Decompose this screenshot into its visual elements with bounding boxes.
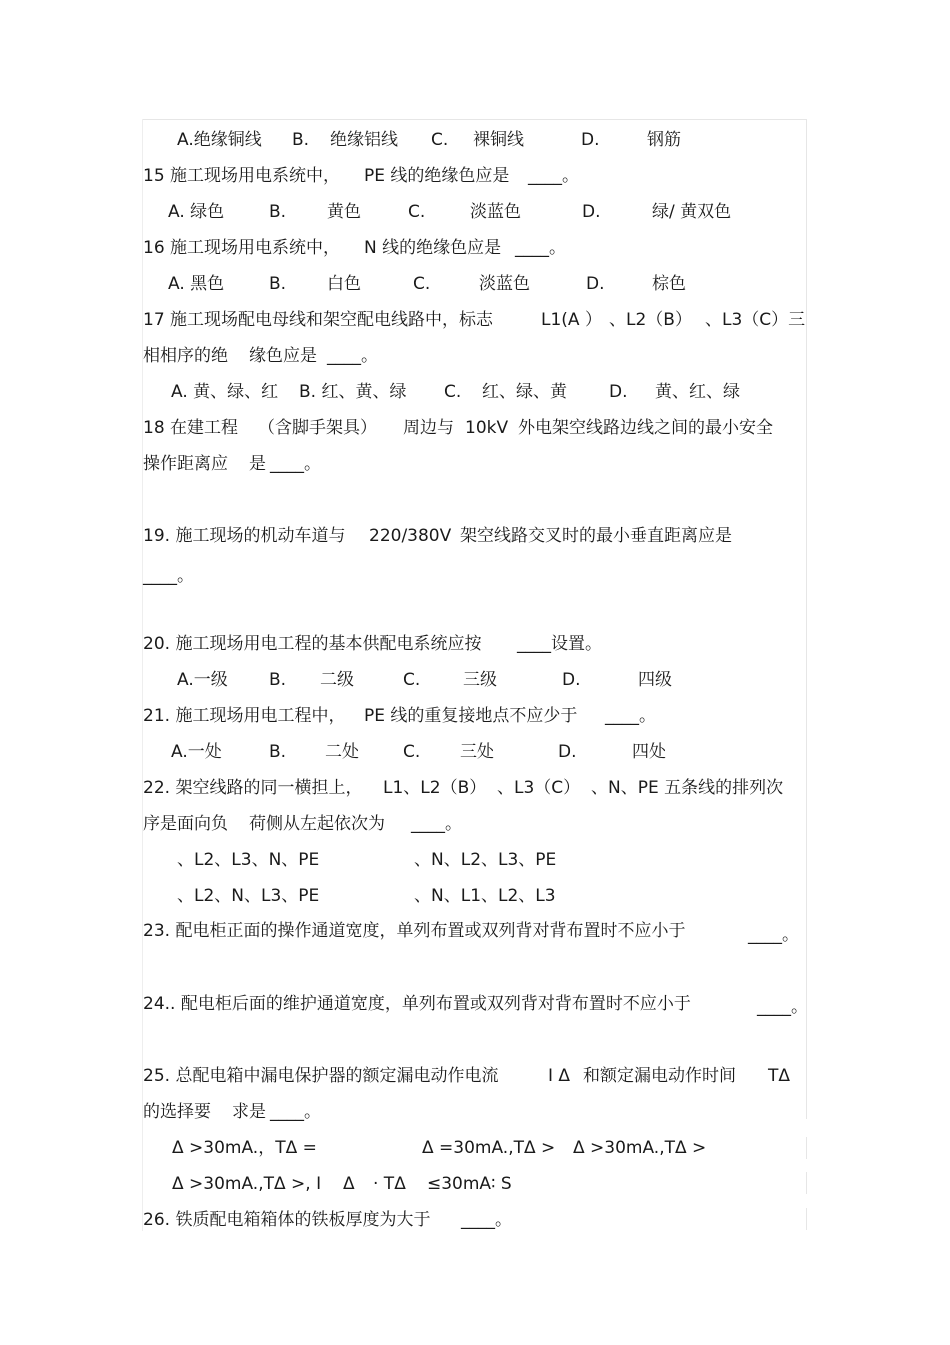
option-c: 三级 [463, 670, 497, 690]
option-c-label: C. [408, 202, 426, 222]
question-stem: 、L3（C）三 [705, 310, 806, 330]
question-stem: 操作距离应 [143, 454, 228, 474]
option-b-label: B. [269, 742, 287, 762]
option-d: · TΔ [373, 1174, 406, 1194]
option-c-label: C. [403, 670, 421, 690]
answer-blank: ____设置。 [517, 634, 602, 654]
question-stem: 和额定漏电动作时间 [583, 1066, 736, 1086]
option-d: 四级 [638, 670, 672, 690]
option-d: ≤30mA∶ S [427, 1174, 512, 1194]
question-stem: 26. 铁质配电箱箱体的铁板厚度为大于 [143, 1210, 431, 1230]
answer-blank: ____。 [605, 706, 656, 726]
question-stem: 10kV [465, 418, 509, 438]
question-stem: 25. 总配电箱中漏电保护器的额定漏电动作电流 [143, 1066, 499, 1086]
option-d-label: D. [582, 202, 601, 222]
option-b: 黄色 [327, 202, 361, 222]
option-d-label: D. [586, 274, 605, 294]
option-c: 淡蓝色 [470, 202, 521, 222]
question-stem: 外电架空线路边线之间的最小安全 [518, 418, 773, 438]
page-frame-right-segment [806, 1137, 807, 1159]
answer-blank: ____。 [143, 566, 194, 586]
option-b-label: B. [269, 670, 287, 690]
option-d: Δ >30mA.,TΔ >, I [172, 1174, 322, 1194]
option-d: Δ [343, 1174, 355, 1194]
option-c-label: C. [403, 742, 421, 762]
question-stem: 16 施工现场用电系统中， [143, 238, 341, 258]
option-b: 、N、L2、L3、PE [414, 850, 557, 870]
option-b: 二处 [325, 742, 359, 762]
question-stem: PE 线的重复接地点不应少于 [364, 706, 578, 726]
question-stem: 的选择要 [143, 1102, 211, 1122]
answer-blank: ____。 [748, 925, 799, 945]
option-d: 绿/ 黄双色 [652, 202, 732, 222]
option-d-label: D. [558, 742, 577, 762]
question-stem: 22. 架空线路的同一横担上， [143, 778, 363, 798]
answer-blank: ____。 [270, 1102, 321, 1122]
option-b: B. 红、黄、绿 [299, 382, 407, 402]
question-stem: 、L2（B） [609, 310, 692, 330]
question-stem: 序是面向负 [143, 814, 228, 834]
question-stem: 17 施工现场配电母线和架空配电线路中，标志 [143, 310, 494, 330]
question-stem: 20. 施工现场用电工程的基本供配电系统应按 [143, 634, 482, 654]
option-a: A.绝缘铜线 [177, 130, 262, 150]
question-stem: 架空线路交叉时的最小垂直距离应是 [460, 526, 732, 546]
answer-blank: ____。 [327, 346, 378, 366]
question-stem: 荷侧从左起依次为 [249, 814, 385, 834]
option-a: A.一处 [171, 742, 222, 762]
answer-blank: ____。 [270, 454, 321, 474]
question-stem: L1、L2（B） [383, 778, 487, 798]
option-a: A. 绿色 [168, 202, 225, 222]
option-c: 淡蓝色 [479, 274, 530, 294]
option-c-label: C. [431, 130, 449, 150]
question-stem: 周边与 [403, 418, 454, 438]
question-stem: N 线的绝缘色应是 [364, 238, 502, 258]
option-d-label: D. [581, 130, 600, 150]
answer-blank: ____。 [528, 166, 579, 186]
option-c: 红、绿、黄 [482, 382, 567, 402]
question-stem: （含脚手架具） [258, 418, 377, 438]
option-d: 黄、红、绿 [655, 382, 740, 402]
question-stem: TΔ [768, 1066, 791, 1086]
option-d: 棕色 [652, 274, 686, 294]
option-d: 、N、L1、L2、L3 [414, 886, 556, 906]
question-stem: 19. 施工现场的机动车道与 [143, 526, 346, 546]
option-b: 二级 [320, 670, 354, 690]
option-a: A. 黑色 [168, 274, 225, 294]
answer-blank: ____。 [515, 238, 566, 258]
question-stem: 24.. 配电柜后面的维护通道宽度，单列布置或双列背对背布置时不应小于 [143, 994, 691, 1014]
option-d-label: D. [562, 670, 581, 690]
question-stem: 缘色应是 [249, 346, 317, 366]
question-stem: L1(A ） [541, 310, 602, 330]
option-b: Δ =30mA.,TΔ > [422, 1138, 556, 1158]
option-b-label: B. [269, 202, 287, 222]
option-c: 、L2、N、L3、PE [177, 886, 320, 906]
option-c: 三处 [460, 742, 494, 762]
answer-blank: ____。 [411, 814, 462, 834]
option-d: 四处 [632, 742, 666, 762]
option-d-label: D. [609, 382, 628, 402]
option-b-label: B. [292, 130, 310, 150]
option-c-label: C. [413, 274, 431, 294]
option-c: 裸铜线 [473, 130, 524, 150]
question-stem: I Δ [548, 1066, 571, 1086]
question-stem: 、L3（C） [497, 778, 581, 798]
question-stem: 相相序的绝 [143, 346, 228, 366]
page-frame-right-segment [806, 1172, 807, 1194]
question-stem: 23. 配电柜正面的操作通道宽度，单列布置或双列背对背布置时不应小于 [143, 921, 686, 941]
page-frame-right-segment [806, 1208, 807, 1230]
page-frame-top [143, 119, 807, 120]
option-a: A. 黄、绿、红 [171, 382, 279, 402]
option-b: 白色 [327, 274, 361, 294]
question-stem: 15 施工现场用电系统中， [143, 166, 341, 186]
option-b: 绝缘铝线 [330, 130, 398, 150]
option-c: Δ >30mA.,TΔ > [573, 1138, 707, 1158]
option-a: A.一级 [177, 670, 228, 690]
question-stem: 是 [249, 454, 266, 474]
option-d: 钢筋 [647, 130, 681, 150]
question-stem: 求是 [232, 1102, 266, 1122]
option-a: Δ >30mA.，TΔ = [172, 1138, 317, 1158]
page-frame-right [806, 119, 807, 1119]
question-stem: 220/380V [369, 526, 452, 546]
option-c-label: C. [444, 382, 462, 402]
question-stem: 18 在建工程 [143, 418, 239, 438]
option-b-label: B. [269, 274, 287, 294]
question-stem: 21. 施工现场用电工程中， [143, 706, 346, 726]
option-a: 、L2、L3、N、PE [177, 850, 320, 870]
answer-blank: ____。 [757, 997, 808, 1017]
answer-blank: ____。 [461, 1210, 512, 1230]
question-stem: 、N、PE 五条线的排列次 [591, 778, 784, 798]
question-stem: PE 线的绝缘色应是 [364, 166, 510, 186]
